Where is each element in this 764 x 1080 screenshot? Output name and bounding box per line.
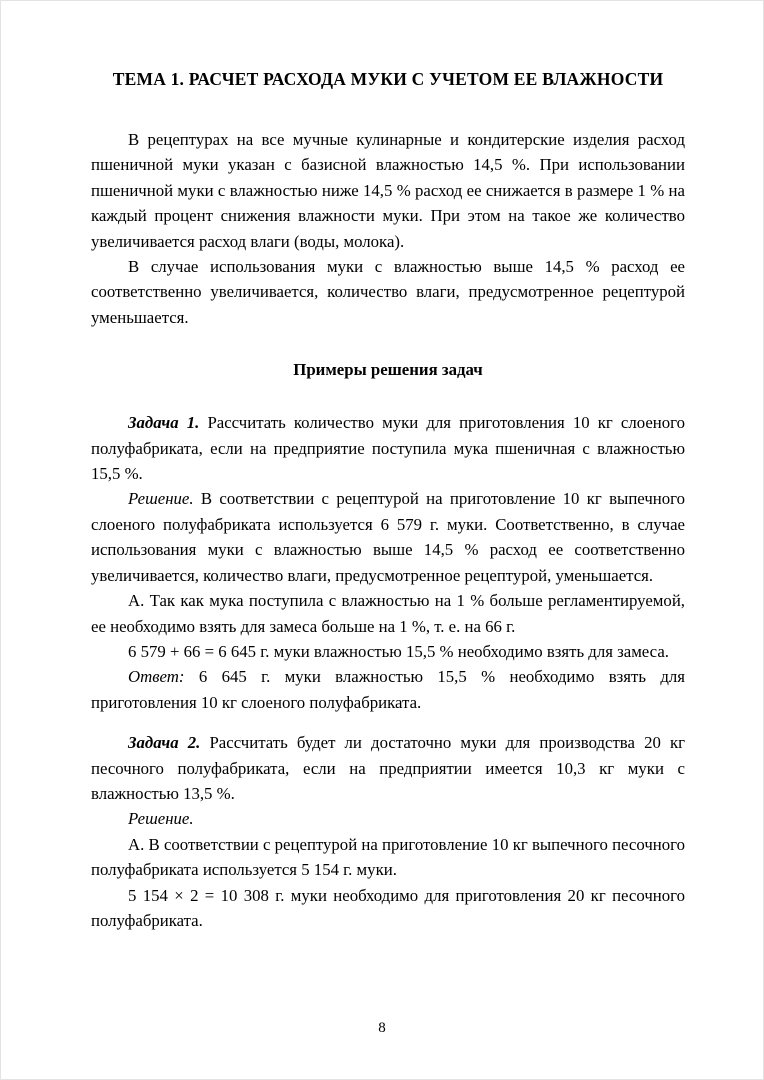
step2a-paragraph: А. В соответствии с рецептурой на приготовление 10 кг выпечного песочного полуфабриката используется 5 154 г. муки. [91,834,685,880]
calc1-paragraph: 6 579 + 66 = 6 645 г. муки влажностью 15,5 % необходимо взять для замеса. [128,641,669,661]
solution1-label: Решение. [128,489,194,509]
intro-paragraph-1: В рецептурах на все мучные кулинарные и кондитерские изделия расход пшеничной муки указан с базисной влажностью 14,5 %. При использовании пшеничной муки с влажностью ниже 14,5 % расход ее снижается в размере 1 % на каждый процент снижения влажности муки. При этом на такое же количество увеличивается расход влаги (воды, молока). [91,130,685,251]
answer1-label: Ответ: [128,667,185,687]
answer1-text: 6 645 г. муки влажностью 15,5 % необходимо взять для приготовления 10 кг слоеного полуфабриката. [91,667,685,712]
task1-paragraph [91,410,685,486]
solution1-paragraph [91,486,685,588]
examples-heading: Примеры решения задач [293,360,483,380]
calc2-paragraph: 5 154 × 2 = 10 308 г. муки необходимо для приготовления 20 кг песочного полуфабриката. [91,885,685,930]
page-number: 8 [378,1020,386,1036]
task2-paragraph [91,730,685,806]
intro-paragraph-2: В случае использования муки с влажностью выше 14,5 % расход ее соответственно увеличивается, количество влаги, предусмотренное рецептурой уменьшается. [91,257,685,327]
task2-label: Задача 2. [128,733,201,753]
solution1-text: В соответствии с рецептурой на приготовление 10 кг выпечного слоеного полуфабриката используется 6 579 г. муки. Соответственно, в случае использования муки с влажностью выше 14,5 % расход ее соответственно увеличивается, количество влаги, предусмотренное рецептурой, уменьшается. [91,489,685,585]
page-content [91,67,685,933]
solution2-paragraph [91,806,685,831]
body-text [91,127,685,933]
task1-label: Задача 1. [128,413,200,433]
task2-text: Рассчитать будет ли достаточно муки для производства 20 кг песочного полуфабриката, если на предприятии имеется 10,3 кг муки с влажностью 13,5 %. [91,733,686,803]
task1-text: Рассчитать количество муки для приготовления 10 кг слоеного полуфабриката, если на предприятие поступила мука пшеничная с влажностью 15,5 %. [91,413,686,484]
answer1-paragraph [91,664,685,715]
solution2-label: Решение. [128,809,194,829]
chapter-title: ТЕМА 1. РАСЧЕТ РАСХОДА МУКИ С УЧЕТОМ ЕЕ ВЛАЖНОСТИ [112,69,664,89]
step1a-paragraph: А. Так как мука поступила с влажностью на 1 % больше регламентируемой, ее необходимо взять для замеса больше на 1 %, т. е. на 66 г. [91,591,685,636]
